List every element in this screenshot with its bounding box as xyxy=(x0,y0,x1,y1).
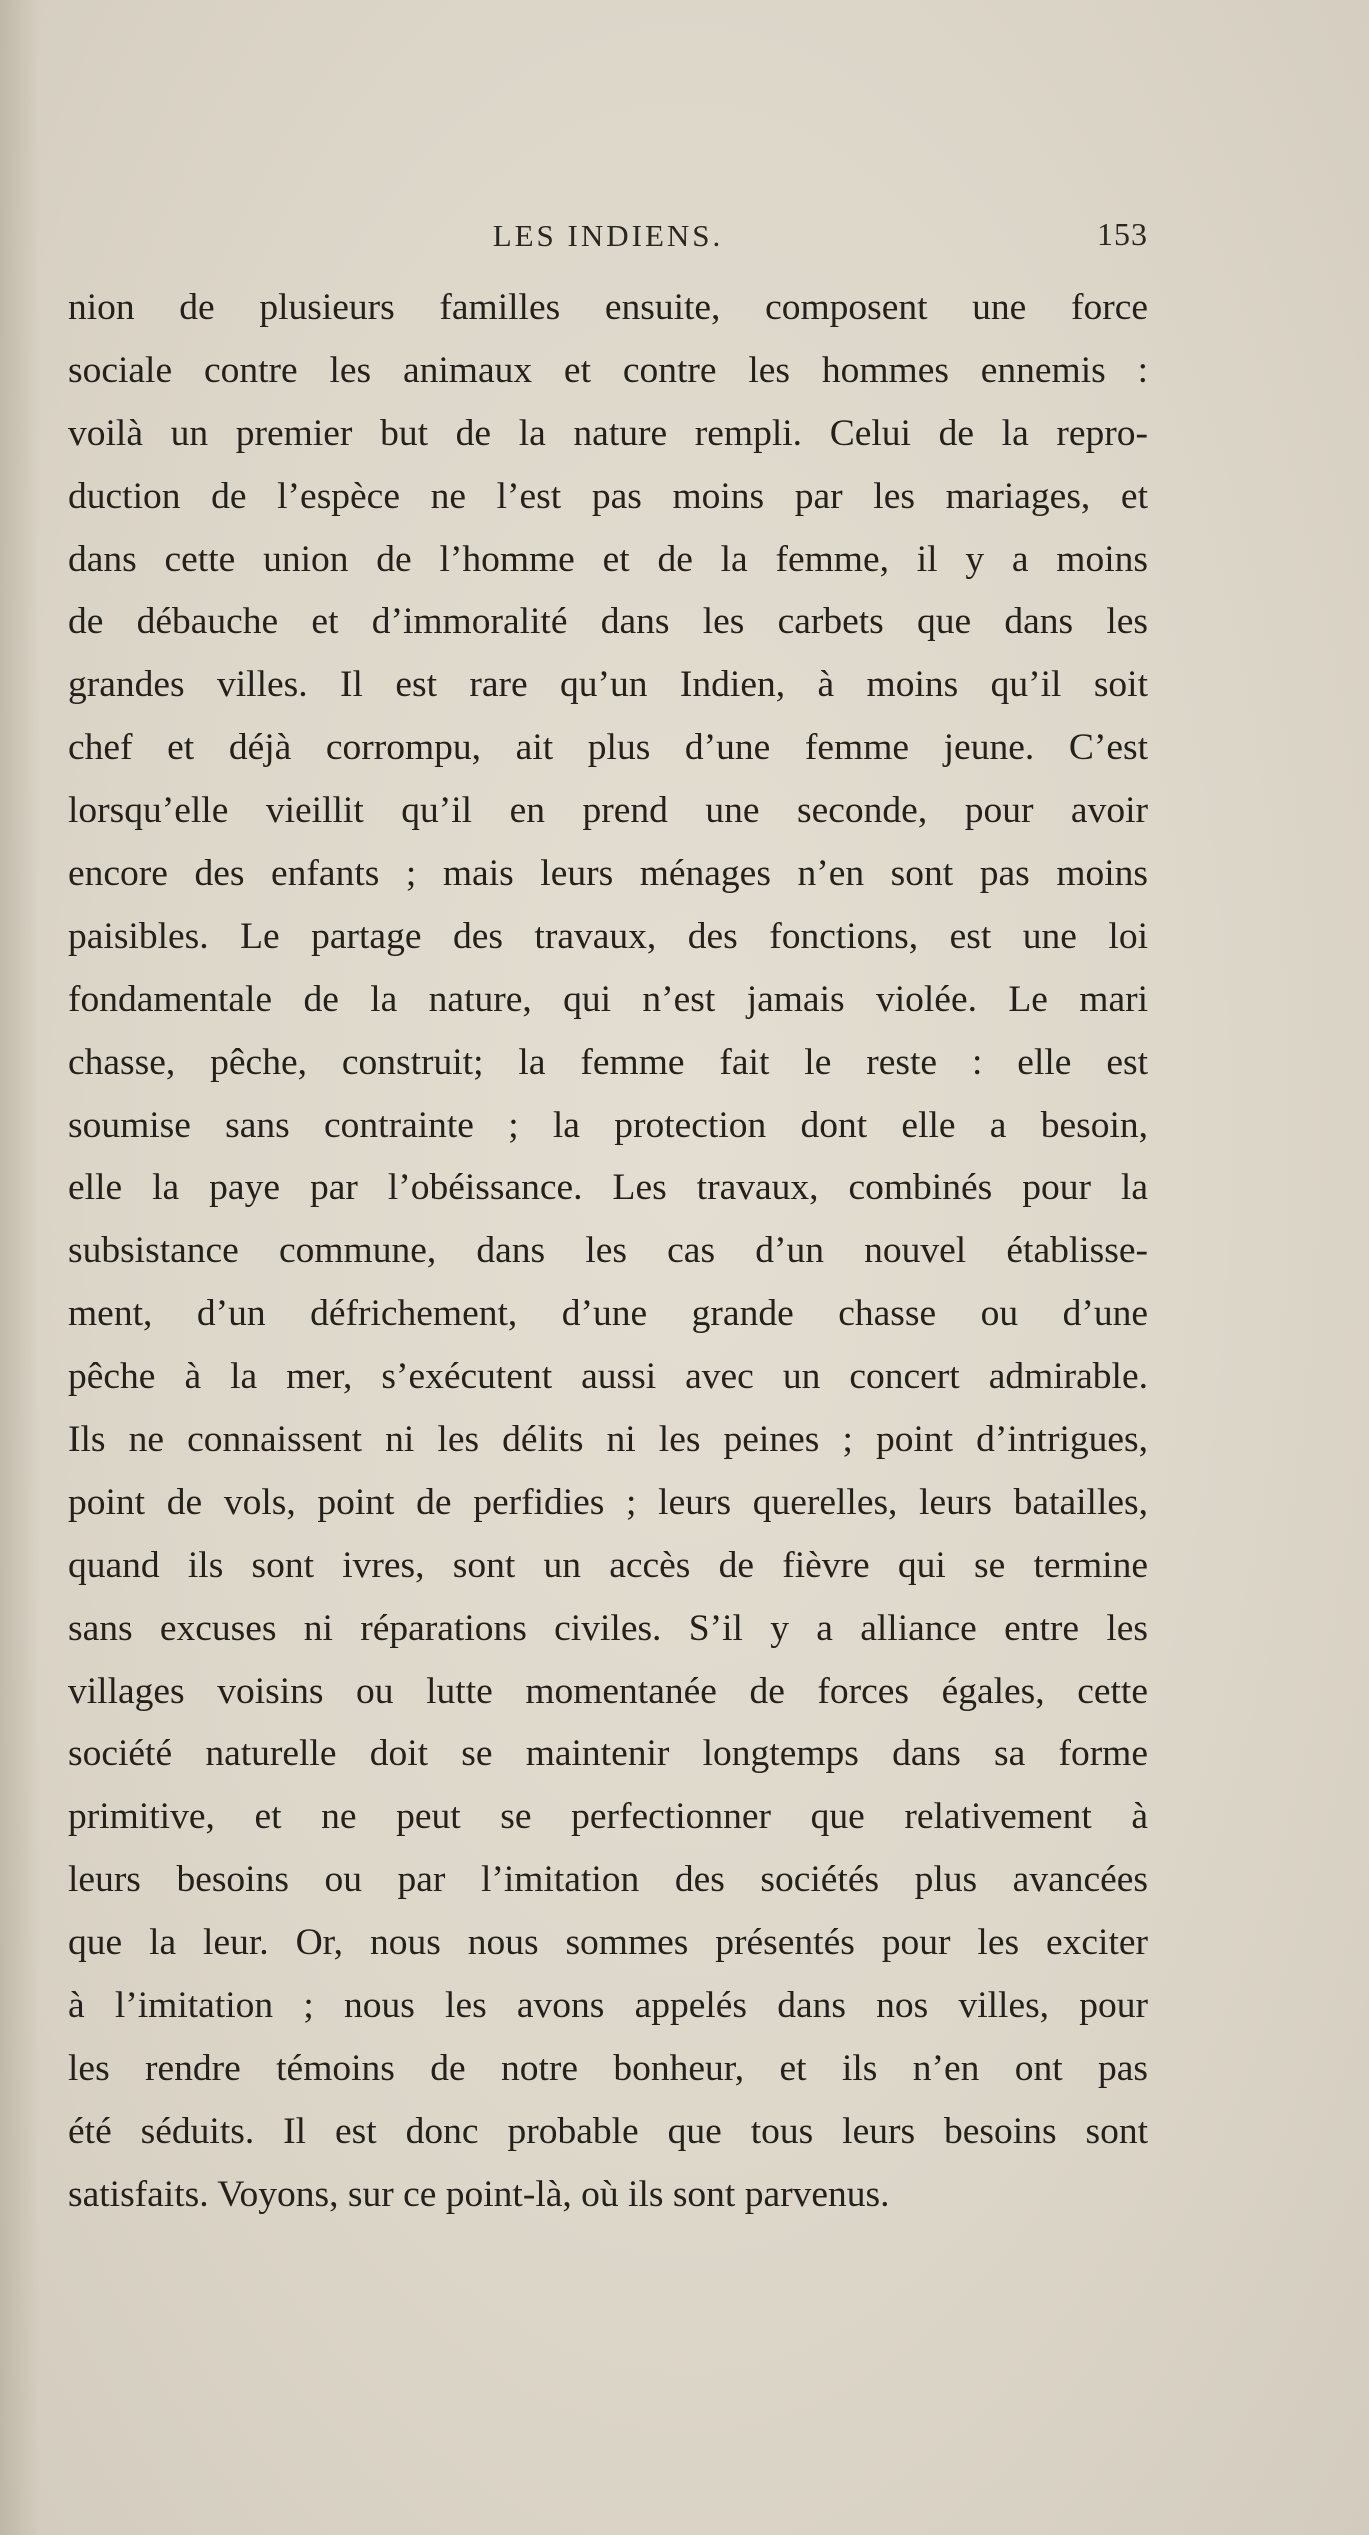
body-text xyxy=(68,277,1148,2227)
text-line: lorsqu’elle vieillit qu’il en prend une seconde, pour avoir xyxy=(68,790,1148,832)
text-line: sans excuses ni réparations civiles. S’il y a alliance entre les xyxy=(68,1607,1148,1649)
text-line: satisfaits. Voyons, sur ce point-là, où ils sont parvenus. xyxy=(68,2173,890,2215)
text-line: chef et déjà corrompu, ait plus d’une femme jeune. C’est xyxy=(68,727,1148,769)
text-line: soumise sans contrainte ; la protection dont elle a besoin, xyxy=(68,1104,1148,1146)
text-line: encore des enfants ; mais leurs ménages n’en sont pas moins xyxy=(68,853,1148,895)
text-line: grandes villes. Il est rare qu’un Indien, à moins qu’il soit xyxy=(68,664,1148,706)
text-line: primitive, et ne peut se perfectionner que relativement à xyxy=(68,1796,1148,1838)
running-head xyxy=(68,210,1148,260)
text-line: villages voisins ou lutte momentanée de forces égales, cette xyxy=(68,1670,1148,1712)
text-line: dans cette union de l’homme et de la femme, il y a moins xyxy=(68,538,1148,580)
text-line: que la leur. Or, nous nous sommes présentés pour les exciter xyxy=(68,1922,1148,1964)
text-line: voilà un premier but de la nature rempli. Celui de la repro- xyxy=(68,412,1148,454)
text-line: chasse, pêche, construit; la femme fait le reste : elle est xyxy=(68,1041,1148,1083)
text-line: nion de plusieurs familles ensuite, composent une force xyxy=(68,287,1148,328)
text-line: quand ils sont ivres, sont un accès de fièvre qui se termine xyxy=(68,1544,1148,1586)
text-line: subsistance commune, dans les cas d’un nouvel établisse- xyxy=(68,1230,1148,1272)
text-line: de débauche et d’immoralité dans les carbets que dans les xyxy=(68,601,1148,643)
text-line: fondamentale de la nature, qui n’est jamais violée. Le mari xyxy=(68,978,1148,1020)
text-line: ment, d’un défrichement, d’une grande chasse ou d’une xyxy=(68,1293,1148,1335)
text-line: Ils ne connaissent ni les délits ni les peines ; point d’intrigues, xyxy=(68,1419,1148,1461)
text-line: point de vols, point de perfidies ; leurs querelles, leurs batailles, xyxy=(68,1481,1148,1523)
text-line: les rendre témoins de notre bonheur, et ils n’en ont pas xyxy=(68,2047,1148,2089)
running-title: LES INDIENS. xyxy=(492,218,724,253)
text-line: paisibles. Le partage des travaux, des fonctions, est une loi xyxy=(68,915,1148,957)
text-line: été séduits. Il est donc probable que tous leurs besoins sont xyxy=(68,2110,1148,2152)
text-line: pêche à la mer, s’exécutent aussi avec un concert admirable. xyxy=(68,1356,1148,1398)
page-number: 153 xyxy=(1097,216,1148,252)
text-line: à l’imitation ; nous les avons appelés dans nos villes, pour xyxy=(68,1985,1148,2027)
text-line: duction de l’espèce ne l’est pas moins par les mariages, et xyxy=(68,475,1148,517)
text-line: elle la paye par l’obéissance. Les travaux, combinés pour la xyxy=(68,1167,1148,1209)
text-line: sociale contre les animaux et contre les hommes ennemis : xyxy=(68,349,1148,391)
text-line: leurs besoins ou par l’imitation des sociétés plus avancées xyxy=(68,1859,1148,1901)
text-line: société naturelle doit se maintenir longtemps dans sa forme xyxy=(68,1733,1148,1775)
